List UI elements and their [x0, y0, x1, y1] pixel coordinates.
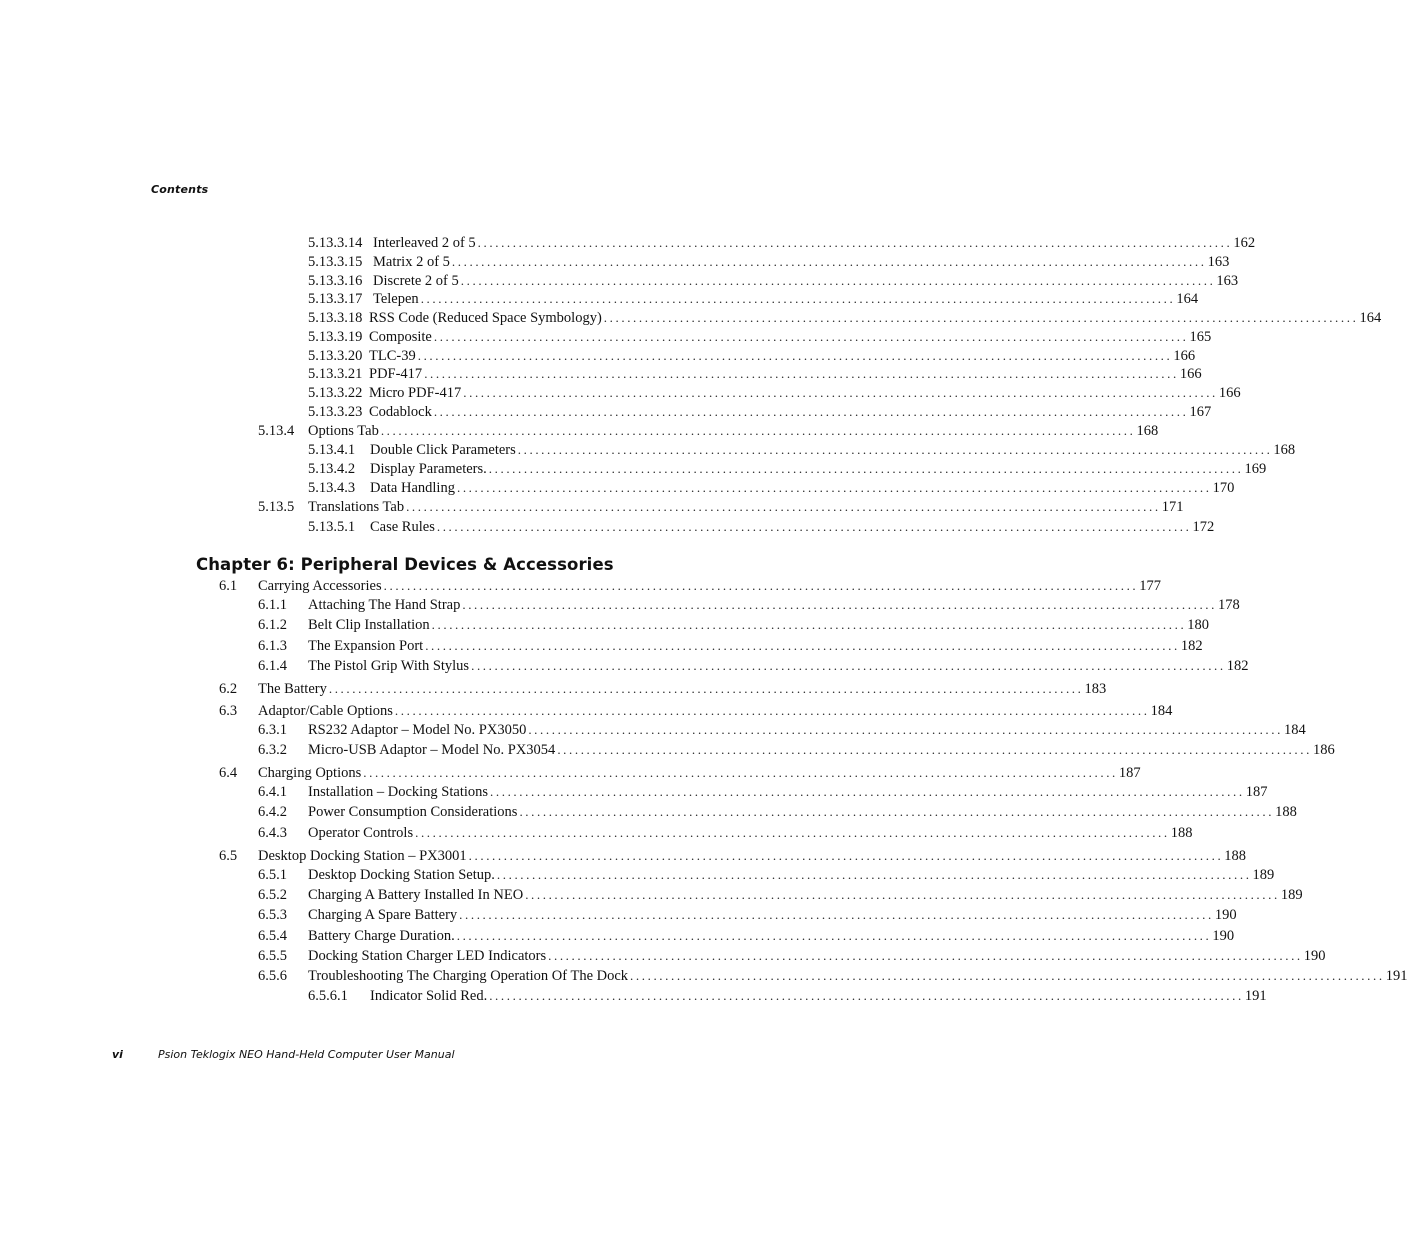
toc-entry[interactable] [219, 764, 1141, 782]
toc-entry-title: Micro-USB Adaptor – Model No. PX3054 [308, 742, 556, 758]
toc-entry-number: 5.13.3.20 [308, 348, 363, 364]
toc-entry-number: 5.13.3.19 [308, 329, 363, 345]
dot-leader: ................................................................................................................................. [496, 867, 1252, 882]
dot-leader: ................................................................................................................................. [436, 519, 1192, 534]
toc-entry-number: 6.4.1 [258, 784, 287, 800]
dot-leader: ................................................................................................................................. [417, 348, 1173, 363]
toc-entry-page: 188 [1275, 804, 1297, 820]
dot-leader: ................................................................................................................................. [406, 499, 1161, 514]
toc-entry[interactable] [308, 272, 1239, 290]
toc-entry[interactable] [219, 577, 1162, 595]
toc-entry-title: Charging A Battery Installed In NEO [308, 887, 524, 903]
toc-entry[interactable] [258, 947, 1326, 965]
dot-leader: ................................................................................................................................. [394, 703, 1150, 718]
toc-entry[interactable] [219, 847, 1247, 865]
toc-entry-page: 187 [1245, 784, 1268, 800]
dot-leader: ................................................................................................................................. [456, 480, 1212, 495]
toc-entry-title: TLC-39 [369, 348, 416, 364]
toc-entry-title: Micro PDF-417 [369, 385, 462, 401]
toc-entry-number: 6.3.2 [258, 742, 287, 758]
toc-entry-title: The Pistol Grip With Stylus [308, 658, 470, 674]
toc-entry-title: Display Parameters. [370, 461, 487, 477]
toc-entry-page: 164 [1359, 310, 1382, 326]
toc-entry-page: 191 [1385, 968, 1407, 984]
toc-entry-page: 168 [1136, 423, 1159, 439]
toc-entry-page: 165 [1189, 329, 1212, 345]
footer-manual-title: Psion Teklogix NEO Hand-Held Computer User Manual [158, 1048, 455, 1061]
toc-entry-number: 6.1.4 [258, 658, 287, 674]
toc-entry-title: Battery Charge Duration. [308, 928, 455, 944]
toc-entry[interactable] [308, 290, 1199, 308]
toc-entry-number: 5.13.3.22 [308, 385, 363, 401]
toc-entry-page: 162 [1233, 235, 1256, 251]
toc-entry-page: 188 [1170, 825, 1193, 841]
toc-entry-page: 190 [1303, 948, 1326, 964]
toc-entry-number: 5.13.5 [258, 499, 295, 515]
toc-entry-page: 177 [1139, 578, 1162, 594]
toc-entry-number: 5.13.3.17 [308, 291, 363, 307]
dot-leader: ................................................................................................................................. [519, 804, 1275, 819]
toc-entry-title: Composite [369, 329, 432, 345]
toc-entry-page: 163 [1207, 254, 1230, 270]
toc-entry-page: 166 [1173, 348, 1196, 364]
toc-entry-number: 6.4.3 [258, 825, 287, 841]
toc-entry-title: Power Consumption Considerations [308, 804, 518, 820]
toc-entry-title: RSS Code (Reduced Space Symbology) [369, 310, 602, 326]
dot-leader: ................................................................................................................................. [433, 329, 1189, 344]
dot-leader: ................................................................................................................................. [489, 988, 1244, 1003]
toc-entry-page: 191 [1244, 988, 1267, 1004]
toc-entry[interactable] [258, 824, 1193, 842]
toc-entry-number: 6.1.1 [258, 597, 287, 613]
toc-entry[interactable] [258, 741, 1335, 759]
toc-entry-number: 6.3 [219, 703, 238, 719]
toc-entry-number: 5.13.4.3 [308, 480, 356, 496]
toc-entry-number: 6.5.6.1 [308, 988, 348, 1004]
toc-entry[interactable] [258, 637, 1203, 655]
dot-leader: ................................................................................................................................. [425, 638, 1180, 653]
toc-entry-number: 5.13.3.15 [308, 254, 363, 270]
toc-entry-title: Codablock [369, 404, 432, 420]
toc-entry[interactable] [258, 927, 1235, 945]
toc-entry-page: 189 [1252, 867, 1275, 883]
toc-entry-number: 5.13.4.1 [308, 442, 356, 458]
dot-leader: ................................................................................................................................. [424, 366, 1179, 381]
toc-entry[interactable] [258, 721, 1306, 739]
toc-entry-page: 171 [1161, 499, 1184, 515]
toc-entry[interactable] [258, 616, 1210, 634]
toc-entry-page: 170 [1212, 480, 1235, 496]
toc-entry[interactable] [258, 783, 1268, 801]
toc-entry-page: 190 [1214, 907, 1237, 923]
toc-entry-page: 182 [1226, 658, 1249, 674]
dot-leader: ................................................................................................................................. [383, 578, 1139, 593]
toc-entry-number: 6.1.2 [258, 617, 287, 633]
toc-entry-title: Charging Options [258, 765, 362, 781]
toc-entry-title: The Battery [258, 681, 327, 697]
toc-entry-title: Operator Controls [308, 825, 414, 841]
toc-entry[interactable] [308, 384, 1241, 402]
toc-entry-title: Desktop Docking Station – PX3001 [258, 848, 467, 864]
dot-leader: ................................................................................................................................. [603, 310, 1359, 325]
toc-entry[interactable] [308, 987, 1267, 1005]
dot-leader: ................................................................................................................................. [463, 385, 1218, 400]
toc-entry-title: Docking Station Charger LED Indicators [308, 948, 547, 964]
toc-entry-title: Discrete 2 of 5 [373, 273, 459, 289]
toc-entry-number: 6.5.1 [258, 867, 287, 883]
toc-entry[interactable] [258, 596, 1240, 614]
toc-entry[interactable] [219, 680, 1107, 698]
toc-entry-page: 184 [1283, 722, 1306, 738]
toc-entry-title: Translations Tab [308, 499, 405, 515]
dot-leader: ................................................................................................................................. [477, 235, 1233, 250]
toc-entry-title: PDF-417 [369, 366, 423, 382]
dot-leader: ................................................................................................................................. [363, 765, 1118, 780]
toc-entry-page: 187 [1118, 765, 1141, 781]
toc-entry-title: Options Tab [308, 423, 379, 439]
toc-entry[interactable] [258, 967, 1407, 985]
toc-entry-number: 5.13.3.16 [308, 273, 363, 289]
dot-leader: ................................................................................................................................. [380, 423, 1136, 438]
toc-entry[interactable] [258, 498, 1184, 516]
toc-entry-title: Belt Clip Installation [308, 617, 430, 633]
toc-entry-number: 5.13.3.18 [308, 310, 363, 326]
toc-entry-number: 6.5 [219, 848, 238, 864]
toc-entry-title: RS232 Adaptor – Model No. PX3050 [308, 722, 527, 738]
toc-entry-number: 5.13.3.23 [308, 404, 363, 420]
toc-entry[interactable] [219, 702, 1173, 720]
toc-entry[interactable] [308, 479, 1235, 497]
dot-leader: ................................................................................................................................. [456, 928, 1212, 943]
toc-entry-page: 167 [1189, 404, 1212, 420]
toc-entry-page: 182 [1180, 638, 1203, 654]
toc-entry[interactable] [308, 518, 1215, 536]
dot-leader: ................................................................................................................................. [462, 597, 1218, 612]
toc-entry-number: 6.1 [219, 578, 238, 594]
toc-entry-title: Double Click Parameters [370, 442, 516, 458]
toc-entry-title: Desktop Docking Station Setup. [308, 867, 495, 883]
toc-entry-page: 180 [1187, 617, 1210, 633]
toc-entry-title: Troubleshooting The Charging Operation Of The Dock [308, 968, 629, 984]
toc-entry-page: 190 [1212, 928, 1235, 944]
toc-entry[interactable] [258, 886, 1303, 904]
dot-leader: ................................................................................................................................. [328, 681, 1084, 696]
toc-entry[interactable] [258, 906, 1237, 924]
toc-entry-number: 5.13.4.2 [308, 461, 356, 477]
toc-entry-number: 6.5.2 [258, 887, 287, 903]
toc-entry[interactable] [308, 234, 1256, 252]
toc-entry[interactable] [308, 309, 1382, 327]
toc-entry-page: 166 [1218, 385, 1241, 401]
toc-entry[interactable] [308, 460, 1267, 478]
dot-leader: ................................................................................................................................. [459, 907, 1214, 922]
toc-entry-page: 184 [1150, 703, 1173, 719]
toc-entry-number: 6.4 [219, 765, 238, 781]
footer-page-number: vi [112, 1048, 123, 1061]
toc-entry-page: 168 [1273, 442, 1296, 458]
toc-entry-title: Installation – Docking Stations [308, 784, 489, 800]
toc-entry-title: The Expansion Port [308, 638, 424, 654]
toc-entry[interactable] [308, 328, 1212, 346]
toc-entry-number: 6.1.3 [258, 638, 287, 654]
toc-entry-title: Case Rules [370, 519, 435, 535]
toc-entry[interactable] [258, 422, 1159, 440]
toc-entry-number: 6.5.6 [258, 968, 287, 984]
toc-entry[interactable] [258, 803, 1297, 821]
dot-leader: ................................................................................................................................. [471, 658, 1226, 673]
toc-entry-title: Telepen [373, 291, 419, 307]
toc-entry-title: Indicator Solid Red. [370, 988, 488, 1004]
toc-entry[interactable] [308, 403, 1212, 421]
toc-entry-page: 163 [1216, 273, 1239, 289]
dot-leader: ................................................................................................................................. [517, 442, 1273, 457]
dot-leader: ................................................................................................................................. [557, 742, 1312, 757]
toc-entry-number: 6.5.4 [258, 928, 287, 944]
dot-leader: ................................................................................................................................. [525, 887, 1280, 902]
dot-leader: ................................................................................................................................. [415, 825, 1170, 840]
toc-entry-number: 6.4.2 [258, 804, 287, 820]
toc-entry-title: Data Handling [370, 480, 455, 496]
toc-entry-number: 6.5.5 [258, 948, 287, 964]
toc-entry-page: 189 [1280, 887, 1303, 903]
toc-entry-page: 166 [1179, 366, 1202, 382]
dot-leader: ................................................................................................................................. [420, 291, 1176, 306]
toc-entry[interactable] [258, 657, 1249, 675]
toc-entry-page: 164 [1176, 291, 1199, 307]
toc-entry-number: 5.13.3.21 [308, 366, 363, 382]
dot-leader: ................................................................................................................................. [431, 617, 1187, 632]
toc-entry-number: 6.3.1 [258, 722, 287, 738]
toc-entry[interactable] [258, 866, 1275, 884]
toc-entry-title: Carrying Accessories [258, 578, 382, 594]
toc-entry[interactable] [308, 365, 1202, 383]
toc-entry-title: Charging A Spare Battery [308, 907, 458, 923]
toc-entry-number: 5.13.5.1 [308, 519, 356, 535]
toc-entry-page: 188 [1224, 848, 1247, 864]
toc-entry-page: 186 [1312, 742, 1335, 758]
toc-entry-number: 5.13.4 [258, 423, 295, 439]
toc-entry-title: Adaptor/Cable Options [258, 703, 393, 719]
toc-entry-page: 169 [1244, 461, 1267, 477]
toc-entry-page: 183 [1084, 681, 1107, 697]
chapter-heading[interactable]: Chapter 6: Peripheral Devices & Accessories [196, 555, 614, 574]
toc-entry-number: 5.13.3.14 [308, 235, 363, 251]
toc-entry-number: 6.2 [219, 681, 238, 697]
toc-entry[interactable] [308, 347, 1196, 365]
running-header: Contents [151, 183, 209, 196]
dot-leader: ................................................................................................................................. [433, 404, 1189, 419]
dot-leader: ................................................................................................................................. [528, 722, 1283, 737]
toc-entry-title: Interleaved 2 of 5 [373, 235, 476, 251]
dot-leader: ................................................................................................................................. [468, 848, 1224, 863]
toc-entry-page: 178 [1218, 597, 1240, 613]
toc-entry[interactable] [308, 441, 1296, 459]
dot-leader: ................................................................................................................................. [488, 461, 1244, 476]
toc-entry-title: Attaching The Hand Strap [308, 597, 461, 613]
toc-entry-number: 6.5.3 [258, 907, 287, 923]
dot-leader: ................................................................................................................................. [548, 948, 1303, 963]
dot-leader: ................................................................................................................................. [630, 968, 1385, 983]
dot-leader: ................................................................................................................................. [451, 254, 1207, 269]
dot-leader: ................................................................................................................................. [490, 784, 1245, 799]
dot-leader: ................................................................................................................................. [460, 273, 1216, 288]
toc-entry-page: 172 [1192, 519, 1215, 535]
toc-entry-title: Matrix 2 of 5 [373, 254, 450, 270]
toc-entry[interactable] [308, 253, 1230, 271]
